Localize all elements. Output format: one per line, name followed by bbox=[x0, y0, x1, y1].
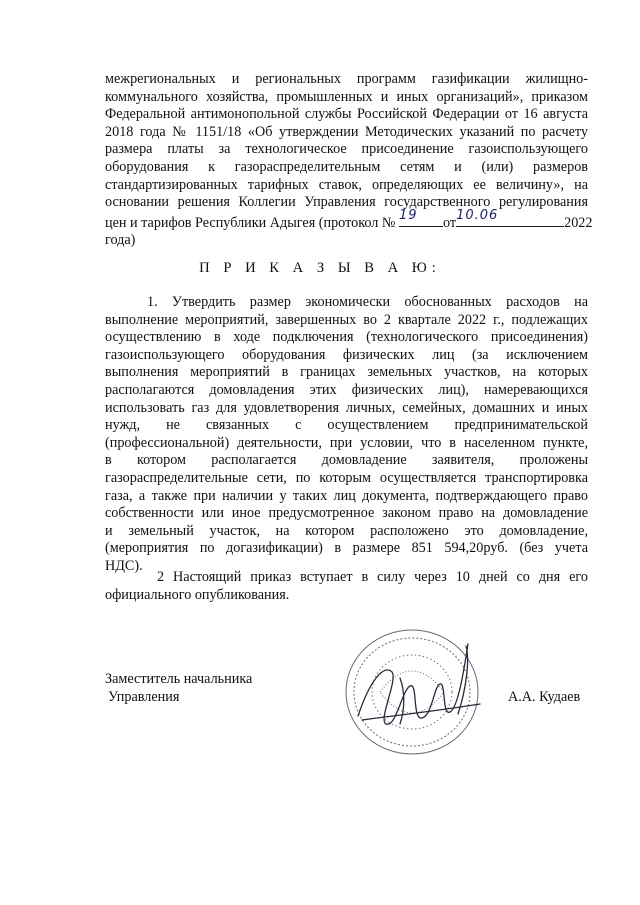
text-line: коммунального хозяйства, промышленных и иных организаций», приказом bbox=[105, 88, 588, 105]
text-line: межрегиональных и региональных программ газификации жилищно- bbox=[105, 71, 588, 87]
text-line: собственности или иное предусмотренное законом право на домовладение bbox=[105, 505, 588, 522]
text-line: 2 Настоящий приказ вступает в силу через 10 дней со дня его bbox=[157, 569, 588, 585]
text-line: осуществлению в ходе подключения (технологического присоединения) bbox=[105, 329, 588, 346]
text-line: в котором располагается домовладение заявителя, проложены bbox=[105, 452, 588, 469]
protocol-number-field bbox=[399, 208, 443, 227]
text-line: газораспределительные сети, по которым осуществляется транспортировка bbox=[105, 469, 588, 486]
text-line: размера платы за технологическое присоединение газоиспользующего bbox=[105, 141, 588, 158]
seal-inner-ring bbox=[354, 638, 470, 746]
text-line: официального опубликования. bbox=[105, 586, 290, 603]
official-seal-icon bbox=[340, 620, 490, 765]
text-line: и земельный участок, на котором расположено это домовладение, bbox=[105, 522, 588, 539]
text-line: (мероприятия по догазификации) в размере 851 594,20руб. (без учета bbox=[105, 540, 588, 557]
text-line: основании решения Коллегии Управления государственного регулирования bbox=[105, 194, 588, 211]
seal-emblem bbox=[380, 671, 444, 713]
protocol-line bbox=[105, 208, 593, 233]
text-line: (профессиональной) деятельности, при условии, что в населенном пункте, bbox=[105, 434, 588, 451]
text-fragment: цен и тарифов Республики Адыгея (протокол № bbox=[105, 214, 396, 231]
text-line: НДС). bbox=[105, 557, 143, 574]
handwritten-protocol-date: 10.06 bbox=[456, 208, 499, 224]
text-line: газа, а также при наличии у таких лиц документа, подтверждающего право bbox=[105, 487, 588, 504]
text-line: газоиспользующего оборудования физических лиц (за исключением bbox=[105, 346, 588, 363]
text-line: 1. Утвердить размер экономически обоснованных расходов на bbox=[147, 294, 588, 310]
text-line: Федеральной антимонопольной службы Российской Федерации от 16 августа bbox=[105, 106, 588, 123]
seal-outer-ring bbox=[346, 630, 478, 754]
text-line: оборудования к газораспределительным сетям и (или) размеров bbox=[105, 158, 588, 175]
signer-position-line: Заместитель начальника bbox=[105, 671, 253, 687]
text-line: нужд, не связанных с осуществлением предпринимательской bbox=[105, 417, 588, 434]
signer-position bbox=[105, 671, 252, 706]
signer-name: А.А. Кудаев bbox=[508, 689, 581, 705]
text-line: выполнения мероприятий в границах земельных участков, на которых bbox=[105, 364, 588, 381]
text-line: стандартизированных тарифных ставок, определяющих ее величину», на bbox=[105, 176, 588, 193]
signature-stroke bbox=[358, 644, 468, 724]
seal-rings bbox=[346, 630, 478, 754]
text-line: года) bbox=[105, 232, 136, 249]
text-fragment: 2022 bbox=[564, 214, 593, 231]
text-line: выполнение мероприятий, завершенных во 2 квартале 2022 г., подлежащих bbox=[105, 311, 588, 328]
text-line: располагаются домовладения этих физических лиц), намеревающихся bbox=[105, 381, 588, 398]
text-line: 2018 года № 1151/18 «Об утверждении Методических указаний по расчету bbox=[105, 123, 588, 140]
order-item-2 bbox=[105, 569, 588, 604]
order-heading: П Р И К А З Ы В А Ю: bbox=[199, 260, 441, 276]
order-item-1 bbox=[105, 294, 588, 576]
signer-position-line: Управления bbox=[108, 688, 180, 705]
text-line: использовать газ для удовлетворения личных, семейных, домашних и иных bbox=[105, 399, 588, 416]
preamble-paragraph bbox=[105, 71, 593, 250]
text-fragment: от bbox=[443, 214, 457, 231]
handwritten-protocol-number: 19 bbox=[399, 208, 418, 224]
protocol-date-field bbox=[456, 208, 564, 227]
